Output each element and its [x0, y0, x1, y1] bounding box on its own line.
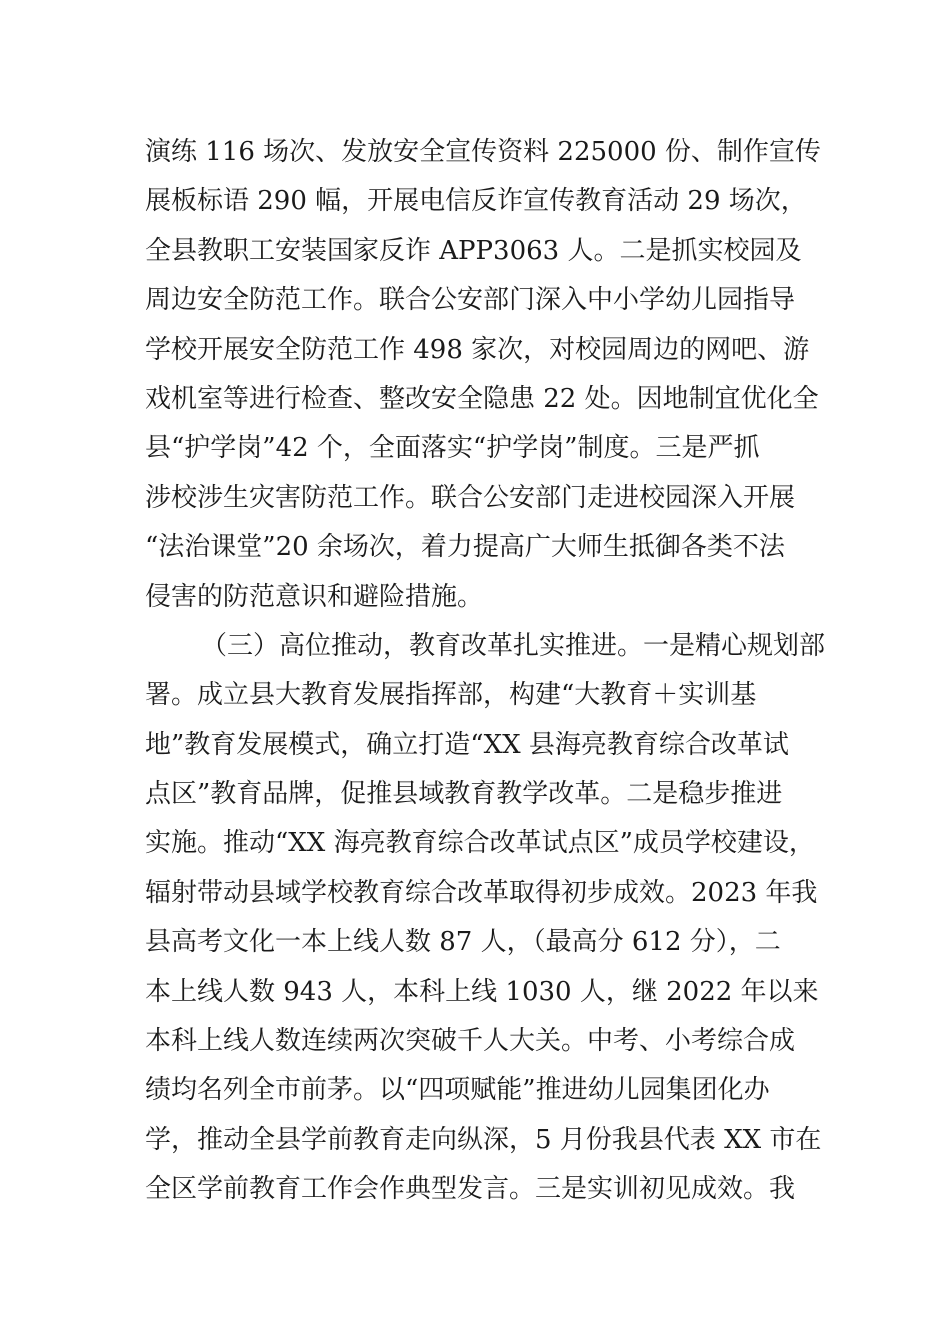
text-line: 学，推动全县学前教育走向纵深，5 月份我县代表 XX 市在 [145, 1124, 822, 1155]
text-line: 全县教职工安装国家反诈 APP3063 人。二是抓实校园及 [145, 235, 802, 266]
text-line: 本科上线人数连续两次突破千人大关。中考、小考综合成 [145, 1026, 796, 1057]
text-line: 侵害的防范意识和避险措施。 [145, 581, 484, 612]
text-line: 戏机室等进行检查、整改安全隐患 22 处。因地制宜优化全 [145, 383, 819, 414]
text-line: 署。成立县大教育发展指挥部，构建“大教育＋实训基 [145, 680, 757, 711]
text-line: 本上线人数 943 人，本科上线 1030 人，继 2022 年以来 [145, 976, 819, 1007]
text-line: 全区学前教育工作会作典型发言。三是实训初见成效。我 [145, 1174, 796, 1205]
text-line: 周边安全防范工作。联合公安部门深入中小学幼儿园指导 [145, 285, 796, 316]
text-line: 实施。推动“XX 海亮教育综合改革试点区”成员学校建设， [145, 828, 815, 859]
text-line: “法治课堂”20 余场次，着力提高广大师生抵御各类不法 [145, 532, 785, 563]
text-line: 点区”教育品牌，促推县域教育教学改革。二是稳步推进 [145, 779, 783, 810]
text-line: 演练 116 场次、发放安全宣传资料 225000 份、制作宣传 [145, 137, 821, 167]
text-line: 地”教育发展模式，确立打造“XX 县海亮教育综合改革试 [145, 729, 789, 760]
section-heading-line: （三）高位推动，教育改革扎实推进。一是精心规划部 [201, 630, 826, 661]
text-line: 绩均名列全市前茅。以“四项赋能”推进幼儿园集团化办 [145, 1075, 770, 1106]
text-line: 县高考文化一本上线人数 87 人，（最高分 612 分），二 [145, 927, 781, 958]
text-line: 学校开展安全防范工作 498 家次，对校园周边的网吧、游 [145, 334, 810, 365]
text-line: 涉校涉生灾害防范工作。联合公安部门走进校园深入开展 [145, 482, 796, 513]
document-body [145, 128, 825, 1215]
text-line: 展板标语 290 幅，开展电信反诈宣传教育活动 29 场次， [145, 186, 807, 217]
text-line: 县“护学岗”42 个，全面落实“护学岗”制度。三是严抓 [145, 433, 760, 464]
text-line: 辐射带动县域学校教育综合改革取得初步成效。2023 年我 [145, 877, 818, 908]
